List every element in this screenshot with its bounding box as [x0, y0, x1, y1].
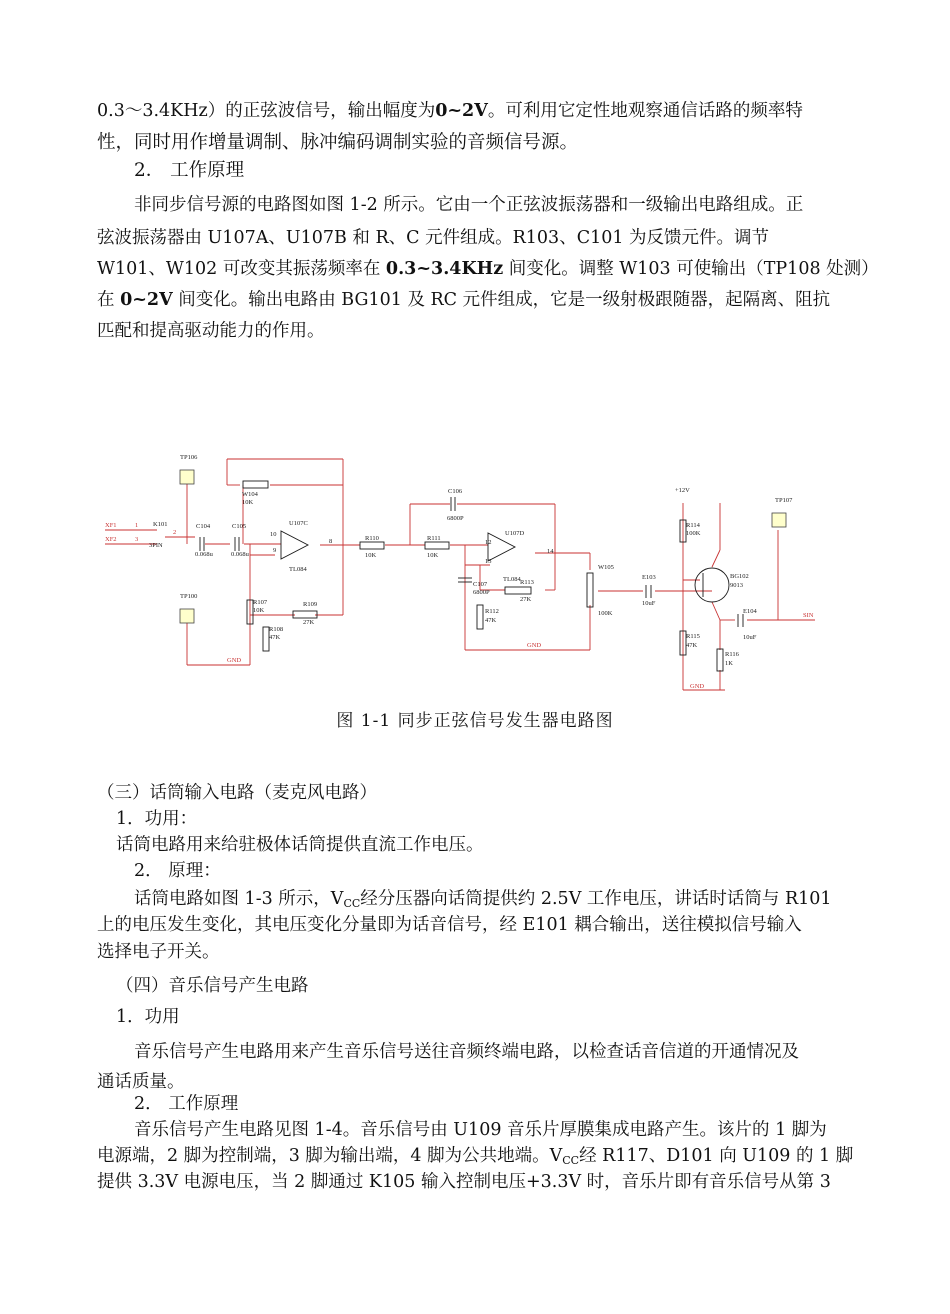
- label-tp100: TP100: [180, 593, 198, 600]
- label-r111v: 10K: [427, 552, 439, 559]
- para2-line1: 非同步信号源的电路图如图 1-2 所示。它由一个正弦波振荡器和一级输出电路组成。正: [134, 195, 804, 215]
- label-pin12: 12: [485, 539, 492, 546]
- sec4-sub1: 1．功用: [116, 1007, 180, 1027]
- label-r110v: 10K: [365, 552, 377, 559]
- label-r112v: 47K: [485, 617, 497, 624]
- para2-line5: 匹配和提高驱动能力的作用。: [97, 321, 325, 341]
- circuit-diagram: [95, 445, 855, 700]
- label-tp107: TP107: [775, 497, 793, 504]
- sec3-sub2: 2． 原理：: [134, 861, 221, 881]
- para2-line3: W101、W102 可改变其振荡频率在 0.3~3.4KHz 间变化。调整 W103 可使输出（TP108 处测）: [97, 259, 879, 279]
- sec3-heading: （三）话筒输入电路（麦克风电路）: [97, 783, 377, 803]
- label-r115: R115: [686, 633, 700, 640]
- label-vcc: +12V: [675, 487, 690, 494]
- label-tl084b: TL084: [503, 576, 521, 583]
- label-r109v: 27K: [303, 619, 315, 626]
- label-e103: E103: [642, 574, 656, 581]
- label-w105v: 100K: [598, 610, 613, 617]
- sec4-para1-line1: 音乐信号产生电路用来产生音乐信号送往音频终端电路，以检查话音信道的开通情况及: [134, 1042, 799, 1062]
- label-w104: W104: [242, 491, 258, 498]
- sec3-para-line2: 上的电压发生变化，其电压变化分量即为话音信号，经 E101 耦合输出，送往模拟信号输入: [97, 915, 802, 935]
- sec3-para-line1: 话筒电路如图 1-3 所示，$V_{CC}$经分压器向话筒提供约 2.5V 工作电压，讲话时话筒与 R101: [134, 889, 832, 910]
- label-bg102v: 9013: [730, 582, 743, 589]
- label-e103v: 10uF: [642, 600, 656, 607]
- label-r107v: 10K: [253, 607, 265, 614]
- sec4-para2-line1: 音乐信号产生电路见图 1-4。音乐信号由 U109 音乐片厚膜集成电路产生。该片的 1 脚为: [134, 1120, 827, 1140]
- label-c107v: 6800P: [473, 589, 490, 596]
- label-r107: R107: [253, 599, 268, 606]
- label-n2: 2: [173, 529, 177, 536]
- label-r114v: 100K: [686, 530, 701, 537]
- sec4-para2-line3: 提供 3.3V 电源电压，当 2 脚通过 K105 输入控制电压+3.3V 时，音乐片即有音乐信号从第 3: [97, 1172, 831, 1192]
- label-pin13: 13: [485, 558, 492, 565]
- sec4-heading: （四）音乐信号产生电路: [116, 976, 309, 996]
- label-r108: R108: [269, 626, 284, 633]
- label-r108v: 47K: [269, 634, 281, 641]
- para1-line1: 0.3～3.4KHz）的正弦波信号，输出幅度为0~2V。可利用它定性地观察通信话路的频率特: [97, 101, 803, 121]
- label-r113: R113: [520, 579, 534, 586]
- label-gnd3: GND: [690, 683, 705, 690]
- label-k101: K101: [153, 521, 168, 528]
- sec4-para2-line2: 电源端，2 脚为控制端，3 脚为输出端，4 脚为公共地端。$V_{CC}$经 R117、D101 向 U109 的 1 脚: [97, 1146, 854, 1167]
- label-r111: R111: [427, 535, 441, 542]
- figure-caption: 图 1-1 同步正弦信号发生器电路图: [336, 711, 614, 731]
- sec4-sub2: 2． 工作原理: [134, 1094, 239, 1114]
- label-xf1: XF1: [105, 522, 117, 529]
- label-n3: 3: [135, 536, 139, 543]
- label-pin9: 9: [273, 547, 277, 554]
- label-tl084a: TL084: [289, 566, 307, 573]
- label-r113v: 27K: [520, 596, 532, 603]
- label-e104: E104: [743, 608, 757, 615]
- label-u107d: U107D: [505, 530, 525, 537]
- label-c106: C106: [448, 488, 463, 495]
- label-3pin: 3PIN: [149, 542, 163, 549]
- label-c105v: 0.068u: [231, 551, 249, 558]
- label-gnd1: GND: [227, 657, 242, 664]
- sec3-sub1: 1．功用：: [116, 809, 198, 829]
- label-e104v: 10uF: [743, 634, 757, 641]
- label-c105: C105: [232, 523, 247, 530]
- label-c106v: 6800P: [447, 515, 464, 522]
- label-c104: C104: [196, 523, 211, 530]
- section-heading: 2． 工作原理: [134, 160, 245, 181]
- sec4-para1-line2: 通话质量。: [97, 1072, 185, 1092]
- sec3-para-line3: 选择电子开关。: [97, 942, 220, 962]
- label-r114: R114: [686, 522, 700, 529]
- label-r116: R116: [725, 651, 739, 658]
- label-r112: R112: [485, 608, 499, 615]
- label-bg102: BG102: [730, 573, 749, 580]
- sec3-sub1-text: 话筒电路用来给驻极体话筒提供直流工作电压。: [116, 835, 484, 855]
- para1-line2: 性，同时用作增量调制、脉冲编码调制实验的音频信号源。: [97, 132, 579, 153]
- para2-line4: 在 0~2V 间变化。输出电路由 BG101 及 RC 元件组成，它是一级射极跟随器，起隔离、阻抗: [97, 290, 831, 310]
- label-pin8: 8: [329, 538, 333, 545]
- label-c107: C107: [473, 581, 488, 588]
- label-w105: W105: [598, 564, 614, 571]
- label-sin: SIN: [803, 612, 814, 619]
- label-c104v: 0.068u: [195, 551, 213, 558]
- label-gnd2: GND: [527, 642, 542, 649]
- label-tp106: TP106: [180, 454, 198, 461]
- label-r116v: 1K: [725, 660, 733, 667]
- label-r115v: 47K: [686, 642, 698, 649]
- label-pin10: 10: [270, 531, 277, 538]
- label-r110: R110: [365, 535, 379, 542]
- label-xf2: XF2: [105, 536, 117, 543]
- label-u107c: U107C: [289, 520, 308, 527]
- para2-line2: 弦波振荡器由 U107A、U107B 和 R、C 元件组成。R103、C101 为反馈元件。调节: [97, 228, 770, 248]
- label-r109: R109: [303, 601, 318, 608]
- label-pin14: 14: [547, 548, 554, 555]
- label-n1: 1: [135, 522, 139, 529]
- label-w104v: 10K: [242, 499, 254, 506]
